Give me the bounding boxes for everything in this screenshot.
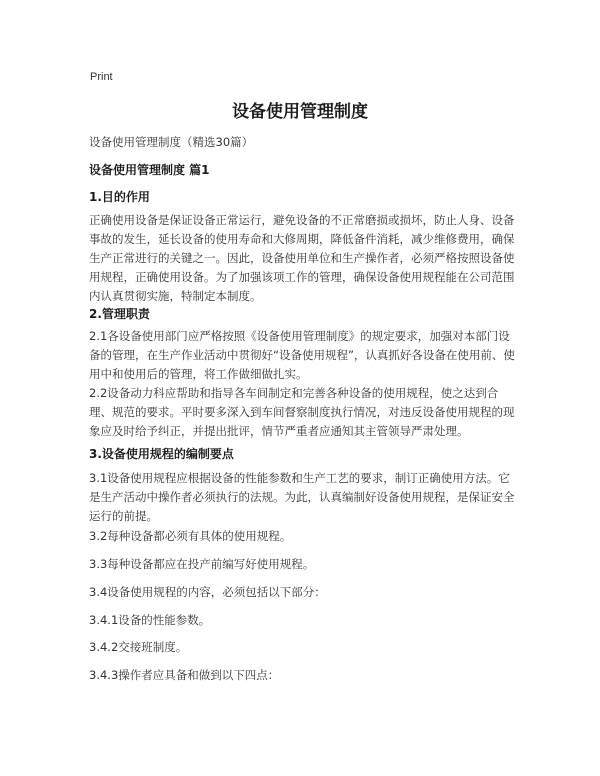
section-3-paragraph-4: 3.4设备使用规程的内容，必须包括以下部分： <box>89 585 326 599</box>
section-3-paragraph-7: 3.4.3操作者应具备和做到以下四点： <box>89 668 280 682</box>
section-3-paragraph-2: 3.2每种设备都必须有具体的使用规程。 <box>89 529 292 543</box>
article-heading: 设备使用管理制度 篇1 <box>89 163 210 177</box>
section-2-heading: 2.管理职责 <box>89 307 150 321</box>
section-3-paragraph-5: 3.4.1设备的性能参数。 <box>89 613 211 627</box>
section-2-paragraph-2: 2.2设备动力科应帮助和指导各车间制定和完善各种设备的使用规程，使之达到合理、规范的要求。平时要多深入到车间督察制度执行情况，对违反设备使用规程的现象应及时给予纠正，并提出批评，情节严重者应通知其主管领导严肃处理。 <box>89 386 515 438</box>
section-1-paragraph: 正确使用设备是保证设备正常运行，避免设备的不正常磨损或损坏，防止人身、设备事故的发生，延长设备的使用寿命和大修周期，降低备件消耗，减少维修费用，确保生产正常进行的关键之一。因此，设备使用单位和生产操作者，必须严格按照设备使用规程，正确使用设备。为了加强该项工作的管理，确保设备使用规程能在公司范围内认真贯彻实施，特制定本制度。 <box>89 213 515 303</box>
subtitle: 设备使用管理制度（精选30篇） <box>89 135 254 149</box>
section-1-heading: 1.目的作用 <box>89 190 150 204</box>
section-3-heading: 3.设备使用规程的编制要点 <box>89 447 234 461</box>
section-3-paragraph-1: 3.1设备使用规程应根据设备的性能参数和生产工艺的要求，制订正确使用方法。它是生产活动中操作者必须执行的法规。为此，认真编制好设备使用规程，是保证安全运行的前提。 <box>89 471 515 523</box>
page-title: 设备使用管理制度 <box>232 102 368 122</box>
section-3-paragraph-3: 3.3每种设备都应在投产前编写好使用规程。 <box>89 557 315 571</box>
section-3-paragraph-6: 3.4.2交接班制度。 <box>89 640 188 654</box>
section-2-paragraph-1: 2.1各设备使用部门应严格按照《设备使用管理制度》的规定要求，加强对本部门设备的管理，在生产作业活动中贯彻好“设备使用规程”，认真抓好各设备在使用前、使用中和使用后的管理，将工作做细做扎实。 <box>89 329 515 381</box>
print-link[interactable]: Print <box>90 71 113 83</box>
